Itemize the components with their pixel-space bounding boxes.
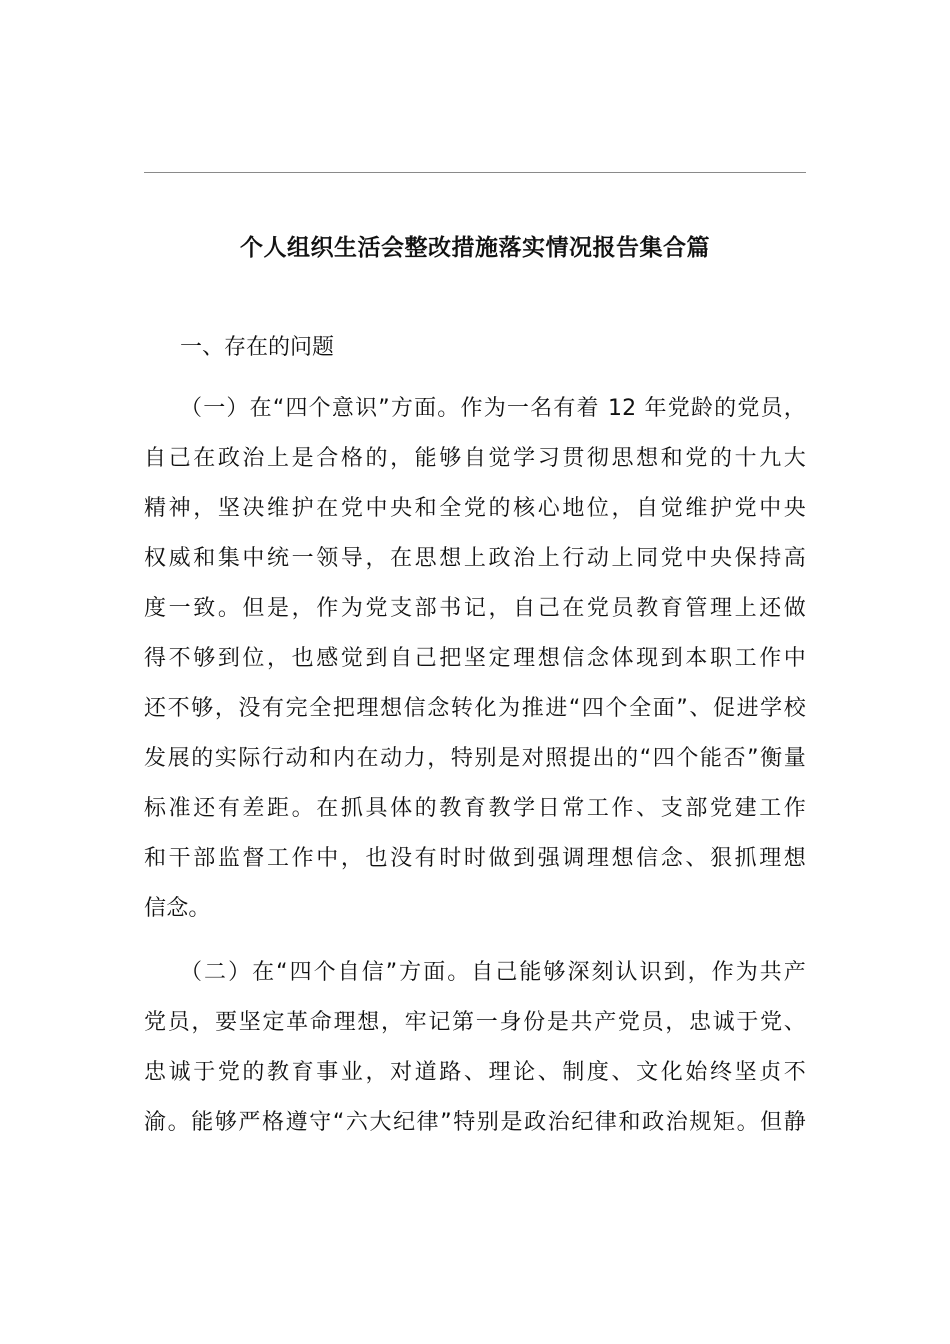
paragraph-four-consciousness — [144, 384, 806, 934]
paragraph-line: （二）在“四个自信”方面。自己能够深刻认识到，作为共产 — [180, 960, 806, 985]
paragraph-line: 度一致。但是，作为党支部书记，自己在党员教育管理上还做 — [144, 596, 806, 621]
paragraph-line: 忠诚于党的教育事业，对道路、理论、制度、文化始终坚贞不 — [144, 1060, 806, 1085]
paragraph-line: 自己在政治上是合格的，能够自觉学习贯彻思想和党的十九大 — [144, 446, 806, 471]
paragraph-line: 和干部监督工作中，也没有时时做到强调理想信念、狠抓理想 — [144, 846, 806, 871]
paragraph-line: 得不够到位，也感觉到自己把坚定理想信念体现到本职工作中 — [144, 646, 806, 671]
header-divider — [144, 172, 806, 173]
paragraph-line: 标准还有差距。在抓具体的教育教学日常工作、支部党建工作 — [144, 796, 806, 821]
paragraph-line: 权威和集中统一领导，在思想上政治上行动上同党中央保持高 — [144, 546, 806, 571]
paragraph-line: （一）在“四个意识”方面。作为一名有着 12 年党龄的党员， — [180, 396, 806, 421]
paragraph-line: 发展的实际行动和内在动力，特别是对照提出的“四个能否”衡量 — [144, 746, 806, 771]
paragraph-four-confidences — [144, 948, 806, 1148]
document-title: 个人组织生活会整改措施落实情况报告集合篇 — [240, 235, 710, 261]
paragraph-line: 渝。能够严格遵守“六大纪律”特别是政治纪律和政治规矩。但静 — [144, 1110, 806, 1135]
section-heading: 一、存在的问题 — [180, 335, 335, 360]
paragraph-line: 精神，坚决维护在党中央和全党的核心地位，自觉维护党中央 — [144, 496, 806, 521]
paragraph-line: 党员，要坚定革命理想，牢记第一身份是共产党员，忠诚于党、 — [144, 1010, 806, 1035]
paragraph-line: 还不够，没有完全把理想信念转化为推进“四个全面”、促进学校 — [144, 696, 806, 721]
paragraph-line: 信念。 — [144, 896, 211, 921]
